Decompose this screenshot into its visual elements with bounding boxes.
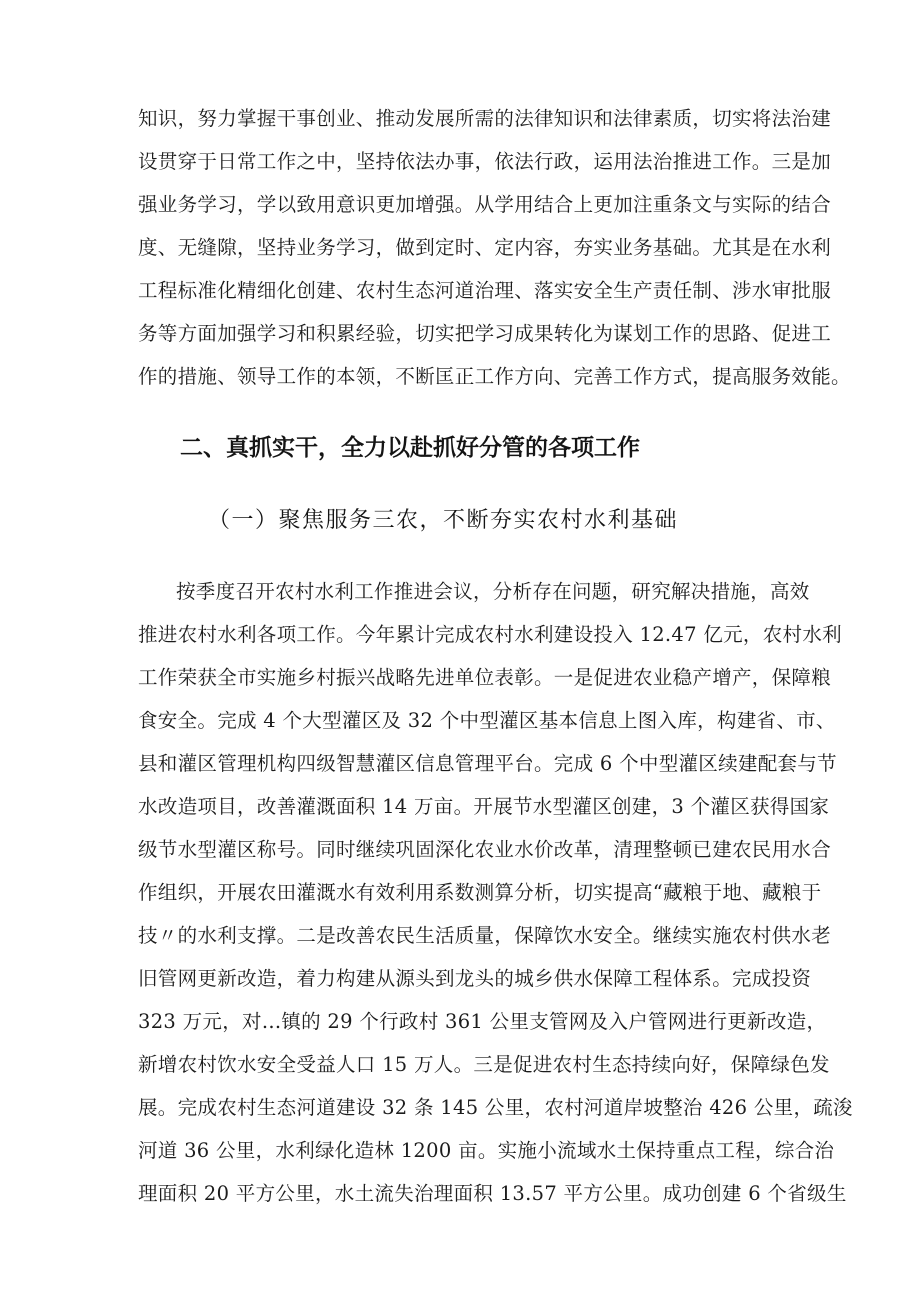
body-text-line: 旧管网更新改造，着力构建从源头到龙头的城乡供水保障工程体系。完成投资 [138,967,812,990]
body-text-line: 展。完成农村生态河道建设 32 条 145 公里，农村河道岸坡整治 426 公里，疏浚 [138,1096,853,1119]
body-text-line: 工程标准化精细化创建、农村生态河道治理、落实安全生产责任制、涉水审批服 [138,279,832,302]
body-text-line: 知识，努力掌握干事创业、推动发展所需的法律知识和法律素质，切实将法治建 [138,107,832,130]
body-text-line: 作的措施、领导工作的本领，不断匡正工作方向、完善工作方式，提高服务效能。 [138,365,851,388]
body-text-line: 县和灌区管理机构四级智慧灌区信息管理平台。完成 6 个中型灌区续建配套与节 [138,752,837,775]
body-text-line: 理面积 20 平方公里，水土流失治理面积 13.57 平方公里。成功创建 6 个省级生 [138,1182,847,1205]
body-text-line: 食安全。完成 4 个大型灌区及 32 个中型灌区基本信息上图入库，构建省、市、 [138,709,836,732]
body-text-line: 设贯穿于日常工作之中，坚持依法办事，依法行政，运用法治推进工作。三是加 [138,150,832,173]
paragraph-first-line: 按季度召开农村水利工作推进会议，分析存在问题，研究解决措施，高效 [176,580,810,603]
body-text-line: 务等方面加强学习和积累经验，切实把学习成果转化为谋划工作的思路、促进工 [138,322,832,345]
section-heading: 二、真抓实干，全力以赴抓好分管的各项工作 [180,435,640,461]
body-text-line: 河道 36 公里，水利绿化造林 1200 亩。实施小流域水土保持重点工程，综合治 [138,1139,835,1162]
body-text-line: 强业务学习，学以致用意识更加增强。从学用结合上更加注重条文与实际的结合 [138,193,832,216]
body-text-line: 推进农村水利各项工作。今年累计完成农村水利建设投入 12.47 亿元，农村水利 [138,623,842,646]
body-text-line: 工作荣获全市实施乡村振兴战略先进单位表彰。一是促进农业稳产增产，保障粮 [138,666,832,689]
body-text-line: 水改造项目，改善灌溉面积 14 万亩。开展节水型灌区创建，3 个灌区获得国家 [138,795,830,818]
body-text-line: 度、无缝隙，坚持业务学习，做到定时、定内容，夯实业务基础。尤其是在水利 [138,236,832,259]
body-text-line: 级节水型灌区称号。同时继续巩固深化农业水价改革，清理整顿已建农民用水合 [138,838,832,861]
body-text-line: 作组织，开展农田灌溉水有效利用系数测算分析，切实提高“藏粮于地、藏粮于 [138,881,822,904]
body-text-line: 323 万元，对...镇的 29 个行政村 361 公里支管网及入户管网进行更新改造， [138,1010,827,1033]
subsection-heading: （一）聚焦服务三农，不断夯实农村水利基础 [208,508,679,533]
body-text-line: 技〃的水利支撑。二是改善农民生活质量，保障饮水安全。继续实施农村供水老 [138,924,832,947]
body-text-line: 新增农村饮水安全受益人口 15 万人。三是促进农村生态持续向好，保障绿色发 [138,1053,830,1076]
